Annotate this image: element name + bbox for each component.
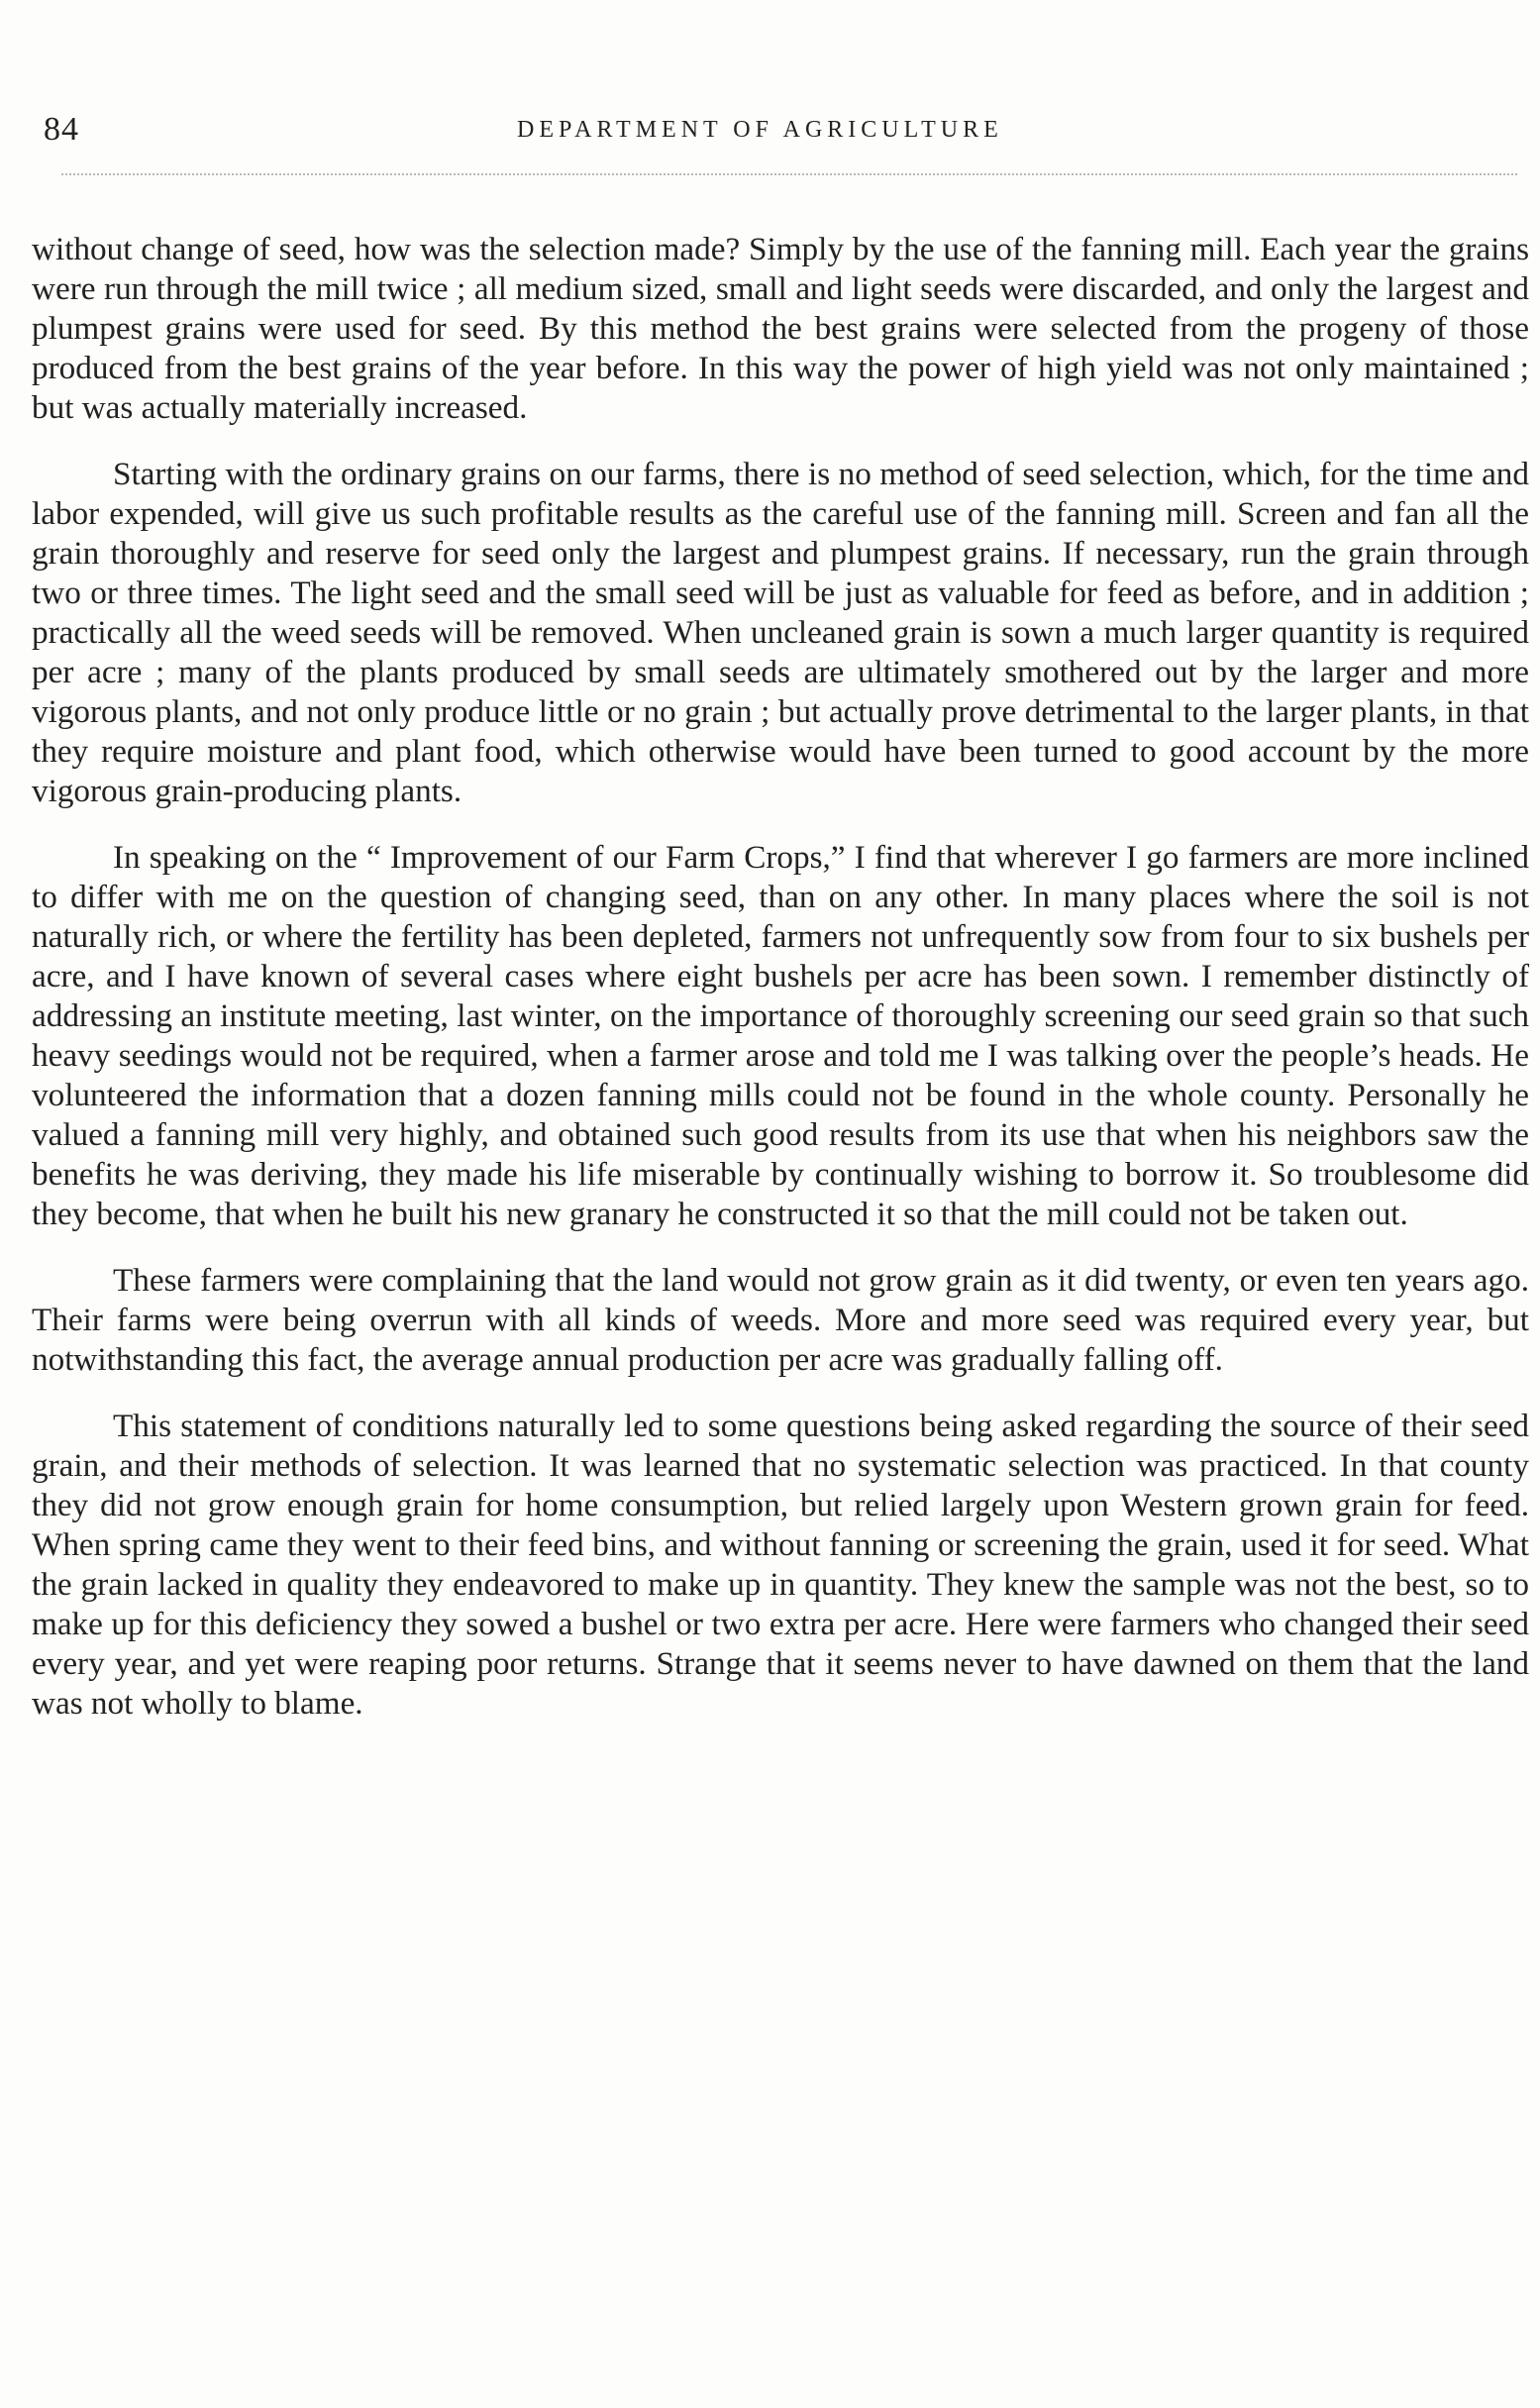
header-rule [61,173,1517,175]
book-page [32,0,1529,2408]
running-head [32,111,1529,151]
running-head-title: DEPARTMENT OF AGRICULTURE [517,117,1003,143]
body-text [32,230,1529,1750]
paragraph-4: These farmers were complaining that the land would not grow grain as it did twenty, or even ten years ago. Their farms were being overrun with all kinds of weeds. More and more seed was required every year, but notwithstanding this fact, the average annual production per acre was gradually falling off. [32,1262,1529,1378]
paragraph-2: Starting with the ordinary grains on our farms, there is no method of seed selection, which, for the time and labor expended, will give us such profitable results as the careful use of the fanning mill. Screen and fan all the grain thoroughly and reserve for seed only the largest and plumpest grains. If necessary, run the grain through two or three times. The light seed and the small seed will be just as valuable for feed as before, and in addition ; practically all the weed seeds will be removed. When uncleaned grain is sown a much larger quantity is required per acre ; many of the plants produced by small seeds are ultimately smothered out by the larger and more vigorous plants, and not only produce little or no grain ; but actually prove detrimental to the larger plants, in that they require moisture and plant food, which otherwise would have been turned to good account by the more vigorous grain-producing plants. [32,456,1529,809]
paragraph-5: This statement of conditions naturally led to some questions being asked regarding the source of their seed grain, and their methods of selection. It was learned that no systematic selection was practiced. In that county they did not grow enough grain for home consumption, but relied largely upon Western grown grain for feed. When spring came they went to their feed bins, and without fanning or screening the grain, used it for seed. What the grain lacked in quality they endeavored to make up in quantity. They knew the sample was not the best, so to make up for this deficiency they sowed a bushel or two extra per acre. Here were farmers who changed their seed every year, and yet were reaping poor returns. Strange that it seems never to have dawned on them that the land was not wholly to blame. [32,1408,1529,1722]
paragraph-3: In speaking on the “ Improvement of our Farm Crops,” I find that wherever I go farmers are more inclined to differ with me on the question of changing seed, than on any other. In many places where the soil is not naturally rich, or where the fertility has been depleted, farmers not unfrequently sow from four to six bushels per acre, and I have known of several cases where eight bushels per acre has been sown. I remember distinctly of addressing an institute meeting, last winter, on the importance of thoroughly screening our seed grain so that such heavy seedings would not be required, when a farmer arose and told me I was talking over the people’s heads. He volunteered the information that a dozen fanning mills could not be found in the whole county. Personally he valued a fanning mill very highly, and obtained such good results from its use that when his neighbors saw the benefits he was deriving, they made his life miserable by continually wishing to borrow it. So troublesome did they become, that when he built his new granary he constructed it so that the mill could not be taken out. [32,839,1529,1232]
paragraph-1: without change of seed, how was the selection made? Simply by the use of the fanning mill. Each year the grains were run through the mill twice ; all medium sized, small and light seeds were discarded, and only the largest and plumpest grains were used for seed. By this method the best grains were selected from the progeny of those produced from the best grains of the year before. In this way the power of high yield was not only maintained ; but was actually materially increased. [32,231,1529,426]
page-number: 84 [44,111,79,148]
